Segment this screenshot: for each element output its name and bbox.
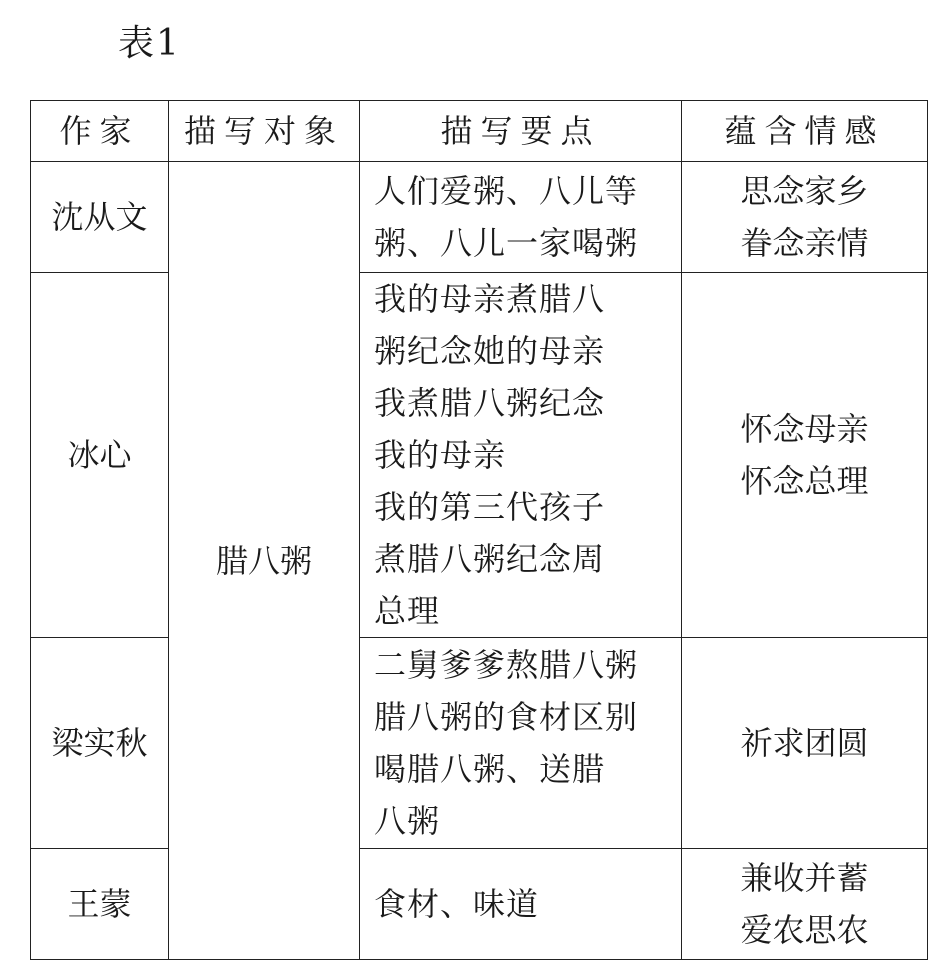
emotion-cell — [682, 638, 928, 849]
author-cell: 冰心 — [31, 273, 169, 638]
subject-cell: 腊八粥 — [169, 162, 360, 960]
comparison-table — [30, 100, 928, 960]
table-row — [31, 273, 928, 638]
points-cell — [360, 273, 682, 638]
header-subject: 描写对象 — [169, 101, 360, 162]
point-line: 总理 — [374, 592, 441, 630]
author-cell: 沈从文 — [31, 162, 169, 273]
points-cell — [360, 638, 682, 849]
emotion-cell — [682, 273, 928, 638]
header-author: 作家 — [31, 101, 169, 162]
point-line: 我的母亲 — [374, 436, 507, 474]
header-emotion: 蕴含情感 — [682, 101, 928, 162]
emotion-line: 兼收并蓄 — [740, 859, 869, 897]
point-line: 喝腊八粥、送腊 — [374, 750, 606, 788]
point-line: 粥纪念她的母亲 — [374, 332, 606, 370]
point-line: 煮腊八粥纪念周 — [374, 540, 606, 578]
point-line: 我的第三代孩子 — [374, 488, 606, 526]
emotion-cell — [682, 162, 928, 273]
emotion-line: 思念家乡 — [740, 172, 869, 210]
header-row — [31, 101, 928, 162]
emotion-line: 眷念亲情 — [740, 224, 869, 262]
emotion-line: 怀念母亲 — [740, 410, 869, 448]
point-line: 粥、八儿一家喝粥 — [374, 224, 639, 262]
point-line: 二舅爹爹熬腊八粥 — [374, 646, 639, 684]
author-cell: 梁实秋 — [31, 638, 169, 849]
header-points: 描写要点 — [360, 101, 682, 162]
points-cell — [360, 849, 682, 960]
table-row — [31, 638, 928, 849]
points-cell — [360, 162, 682, 273]
point-line: 腊八粥的食材区别 — [374, 698, 639, 736]
emotion-line: 爱农思农 — [740, 911, 869, 949]
emotion-cell — [682, 849, 928, 960]
point-line: 我煮腊八粥纪念 — [374, 384, 606, 422]
table-row — [31, 849, 928, 960]
point-line: 食材、味道 — [374, 885, 540, 923]
point-line: 我的母亲煮腊八 — [374, 280, 606, 318]
emotion-line: 祈求团圆 — [740, 724, 869, 762]
author-cell: 王蒙 — [31, 849, 169, 960]
table-caption: 表1 — [118, 23, 181, 64]
emotion-line: 怀念总理 — [740, 462, 869, 500]
point-line: 人们爱粥、八儿等 — [374, 172, 639, 210]
point-line: 八粥 — [374, 802, 441, 840]
table-row — [31, 162, 928, 273]
